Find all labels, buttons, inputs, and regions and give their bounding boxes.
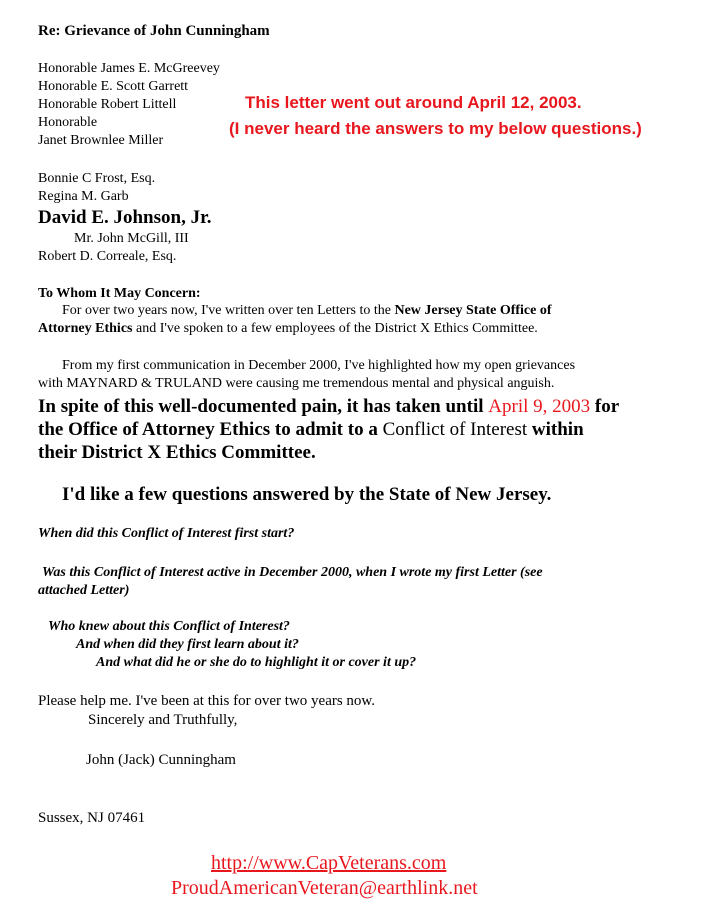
website-link[interactable]: http://www.CapVeterans.com — [211, 852, 447, 874]
para3-line1-text: In spite of this well-documented pain, it has taken until — [38, 396, 489, 417]
signature-name: John (Jack) Cunningham — [86, 752, 236, 768]
para3-line2 — [38, 418, 584, 442]
question-5: And what did he or she do to highlight it or cover it up? — [96, 655, 417, 670]
recipient-garb: Regina M. Garb — [38, 189, 129, 204]
para1-line2 — [38, 320, 538, 338]
letter-subject: Re: Grievance of John Cunningham — [38, 23, 270, 39]
closing-plea: Please help me. I've been at this for over two years now. — [38, 693, 376, 709]
para1-line2-text: and I've spoken to a few employees of the District X Ethics Committee. — [132, 321, 538, 336]
sent-date-note: This letter went out around April 12, 2003. — [245, 93, 582, 112]
para2-line2: with MAYNARD & TRULAND were causing me tremendous mental and physical anguish. — [38, 376, 555, 391]
salutation: To Whom It May Concern: — [38, 286, 201, 301]
email-link[interactable]: ProudAmericanVeteran@earthlink.net — [171, 877, 478, 899]
closing-signoff: Sincerely and Truthfully, — [88, 712, 238, 728]
questions-heading: I'd like a few questions answered by the State of New Jersey. — [62, 484, 552, 505]
question-3: Who knew about this Conflict of Interest? — [48, 619, 290, 634]
para3-line1 — [38, 395, 619, 419]
recipient-johnson: David E. Johnson, Jr. — [38, 207, 212, 228]
para2-line1: From my first communication in December 2000, I've highlighted how my open grievances — [62, 358, 576, 373]
recipient-littell: Honorable Robert Littell — [38, 97, 177, 112]
recipient-garrett: Honorable E. Scott Garrett — [38, 79, 189, 94]
question-2-line2: attached Letter) — [38, 583, 130, 598]
question-1: When did this Conflict of Interest first start? — [38, 526, 295, 541]
recipient-mcgreevey: Honorable James E. McGreevey — [38, 61, 220, 76]
recipient-correale: Robert D. Correale, Esq. — [38, 249, 177, 264]
sender-address: Sussex, NJ 07461 — [38, 810, 146, 826]
recipient-mcgill: Mr. John McGill, III — [74, 231, 189, 246]
question-4: And when did they first learn about it? — [76, 637, 299, 652]
recipient-frost: Bonnie C Frost, Esq. — [38, 171, 156, 186]
conflict-of-interest-text: Conflict of Interest — [382, 419, 528, 440]
attorney-ethics-bold: Attorney Ethics — [38, 321, 133, 336]
para3-line2-text: the Office of Attorney Ethics to admit to a — [38, 419, 383, 440]
para1-line1-text: For over two years now, I've written over ten Letters to the — [62, 303, 395, 318]
para3-line2-end: within — [527, 419, 584, 440]
question-2-line1: Was this Conflict of Interest active in December 2000, when I wrote my first Letter (see — [42, 565, 543, 580]
admission-date: April 9, 2003 — [488, 396, 591, 417]
para3-line1-end: for — [590, 396, 620, 417]
unanswered-note: (I never heard the answers to my below questions.) — [229, 119, 642, 138]
recipient-miller: Janet Brownlee Miller — [38, 133, 164, 148]
recipient-honorable: Honorable — [38, 115, 98, 130]
para3-line3: their District X Ethics Committee. — [38, 442, 316, 463]
office-name-bold: New Jersey State Office of — [394, 303, 552, 318]
para1-line1 — [62, 302, 552, 320]
